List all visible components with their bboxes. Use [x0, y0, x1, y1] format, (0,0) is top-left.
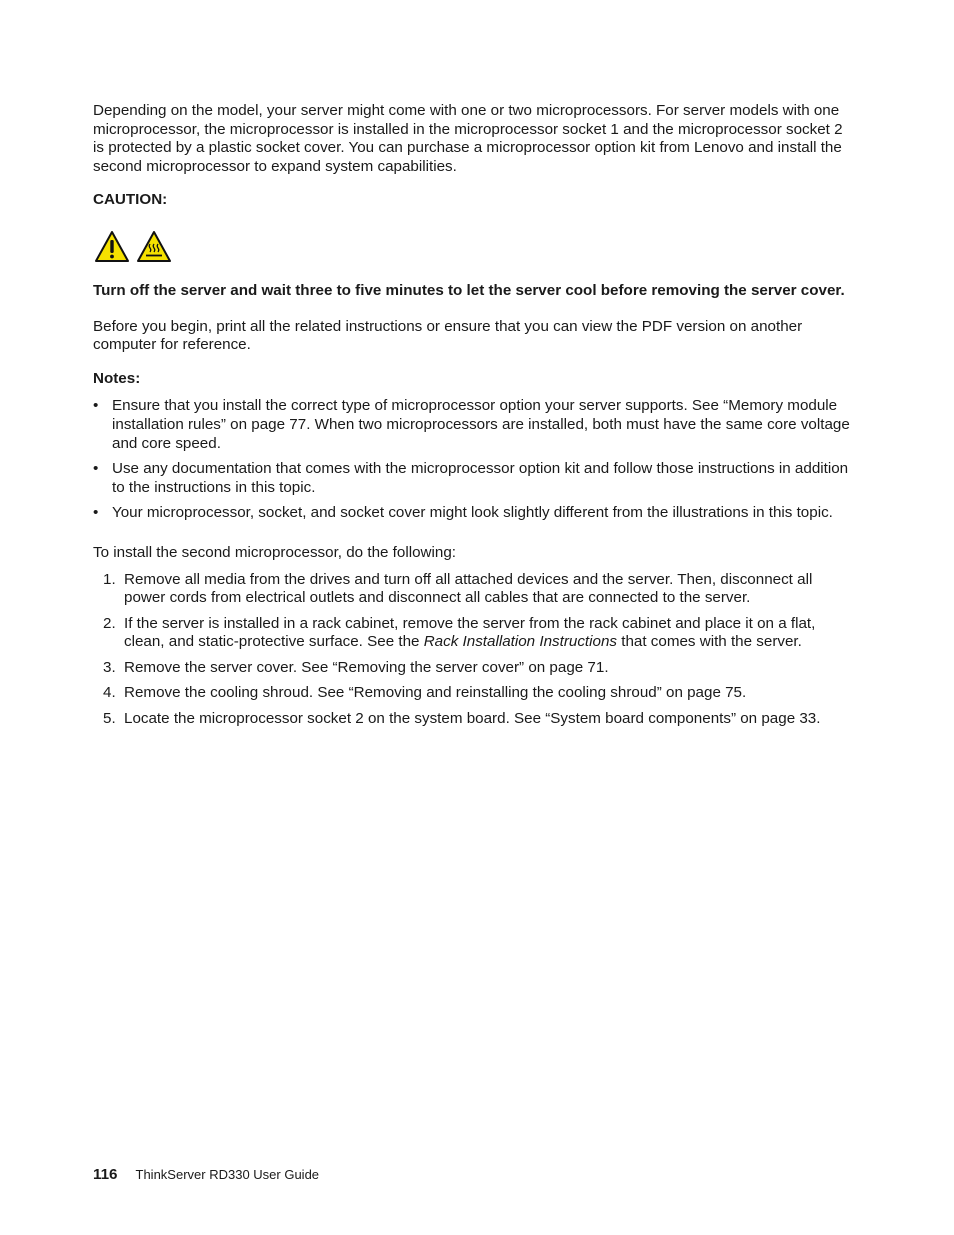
page-number: 116 [93, 1166, 118, 1183]
step-item [93, 571, 853, 608]
step-number: 4. [103, 684, 116, 702]
step-text-post: that comes with the server. [617, 633, 802, 651]
caution-icons [94, 227, 853, 263]
notes-list [93, 397, 853, 523]
warning-exclamation-icon [94, 230, 130, 263]
step-text: Remove all media from the drives and turn off all attached devices and the server. Then, disconnect all power cords from electrical outlets and disconnect all cables that are connected to the server. [124, 570, 813, 607]
step-number: 1. [103, 570, 116, 588]
step-text-pre: If the server is installed in a rack cabinet, remove the server from the rack cabinet and place it on a flat, clean, and static-protective surface. See the [124, 614, 816, 651]
page-footer [93, 1166, 319, 1185]
rack-installation-instructions-title: Rack Installation Instructions [423, 633, 618, 651]
step-text: Locate the microprocessor socket 2 on the system board. See “System board components” on page 33. [124, 710, 821, 728]
step-number: 3. [103, 658, 116, 676]
notes-label: Notes: [93, 369, 141, 387]
step-number: 5. [103, 710, 116, 728]
note-text: Use any documentation that comes with the microprocessor option kit and follow those instructions in addition to the instructions in this topic. [112, 460, 849, 496]
hot-surface-icon [136, 230, 172, 263]
step-text: Remove the cooling shroud. See “Removing and reinstalling the cooling shroud” on page 75. [124, 684, 747, 702]
intro-paragraph: Depending on the model, your server might come with one or two microprocessors. For server models with one microprocessor, the microprocessor is installed in the microprocessor socket 1 and the microprocessor socket 2 is protected by a plastic socket cover. You can purchase a microprocessor option kit from Lenovo and install the second microprocessor to expand system capabilities. [93, 102, 843, 175]
before-you-begin: Before you begin, print all the related instructions or ensure that you can view the PDF version on another computer for reference. [93, 317, 803, 354]
steps-intro: To install the second microprocessor, do the following: [93, 543, 456, 561]
step-text: Remove the server cover. See “Removing the server cover” on page 71. [124, 658, 609, 676]
note-item: • Ensure that you install the correct type of microprocessor option your server supports. See “Memory module installation rules” on page 77. When two microprocessors are installed, both must have the same core voltage and core speed. [93, 397, 850, 452]
caution-warning-text: Turn off the server and wait three to five minutes to let the server cool before removing the server cover. [93, 281, 845, 299]
note-text: Ensure that you install the correct type of microprocessor option your server supports. See “Memory module installation rules” on page 77. When two microprocessors are installed, both must have the same core voltage and core speed. [112, 397, 850, 452]
note-item: • Use any documentation that comes with the microprocessor option kit and follow those instructions in addition to the instructions in this topic. [93, 460, 849, 496]
document-title: ThinkServer RD330 User Guide [135, 1167, 320, 1182]
step-item [93, 615, 853, 652]
page-content [93, 102, 853, 736]
note-item: • Your microprocessor, socket, and socket cover might look slightly different from the illustrations in this topic. [93, 504, 833, 522]
step-item [93, 659, 853, 678]
caution-label: CAUTION: [93, 191, 168, 209]
step-number: 2. [103, 614, 116, 632]
step-item [93, 710, 853, 729]
step-item [93, 684, 853, 703]
steps-list [93, 571, 853, 729]
note-text: Your microprocessor, socket, and socket cover might look slightly different from the illustrations in this topic. [112, 504, 833, 522]
